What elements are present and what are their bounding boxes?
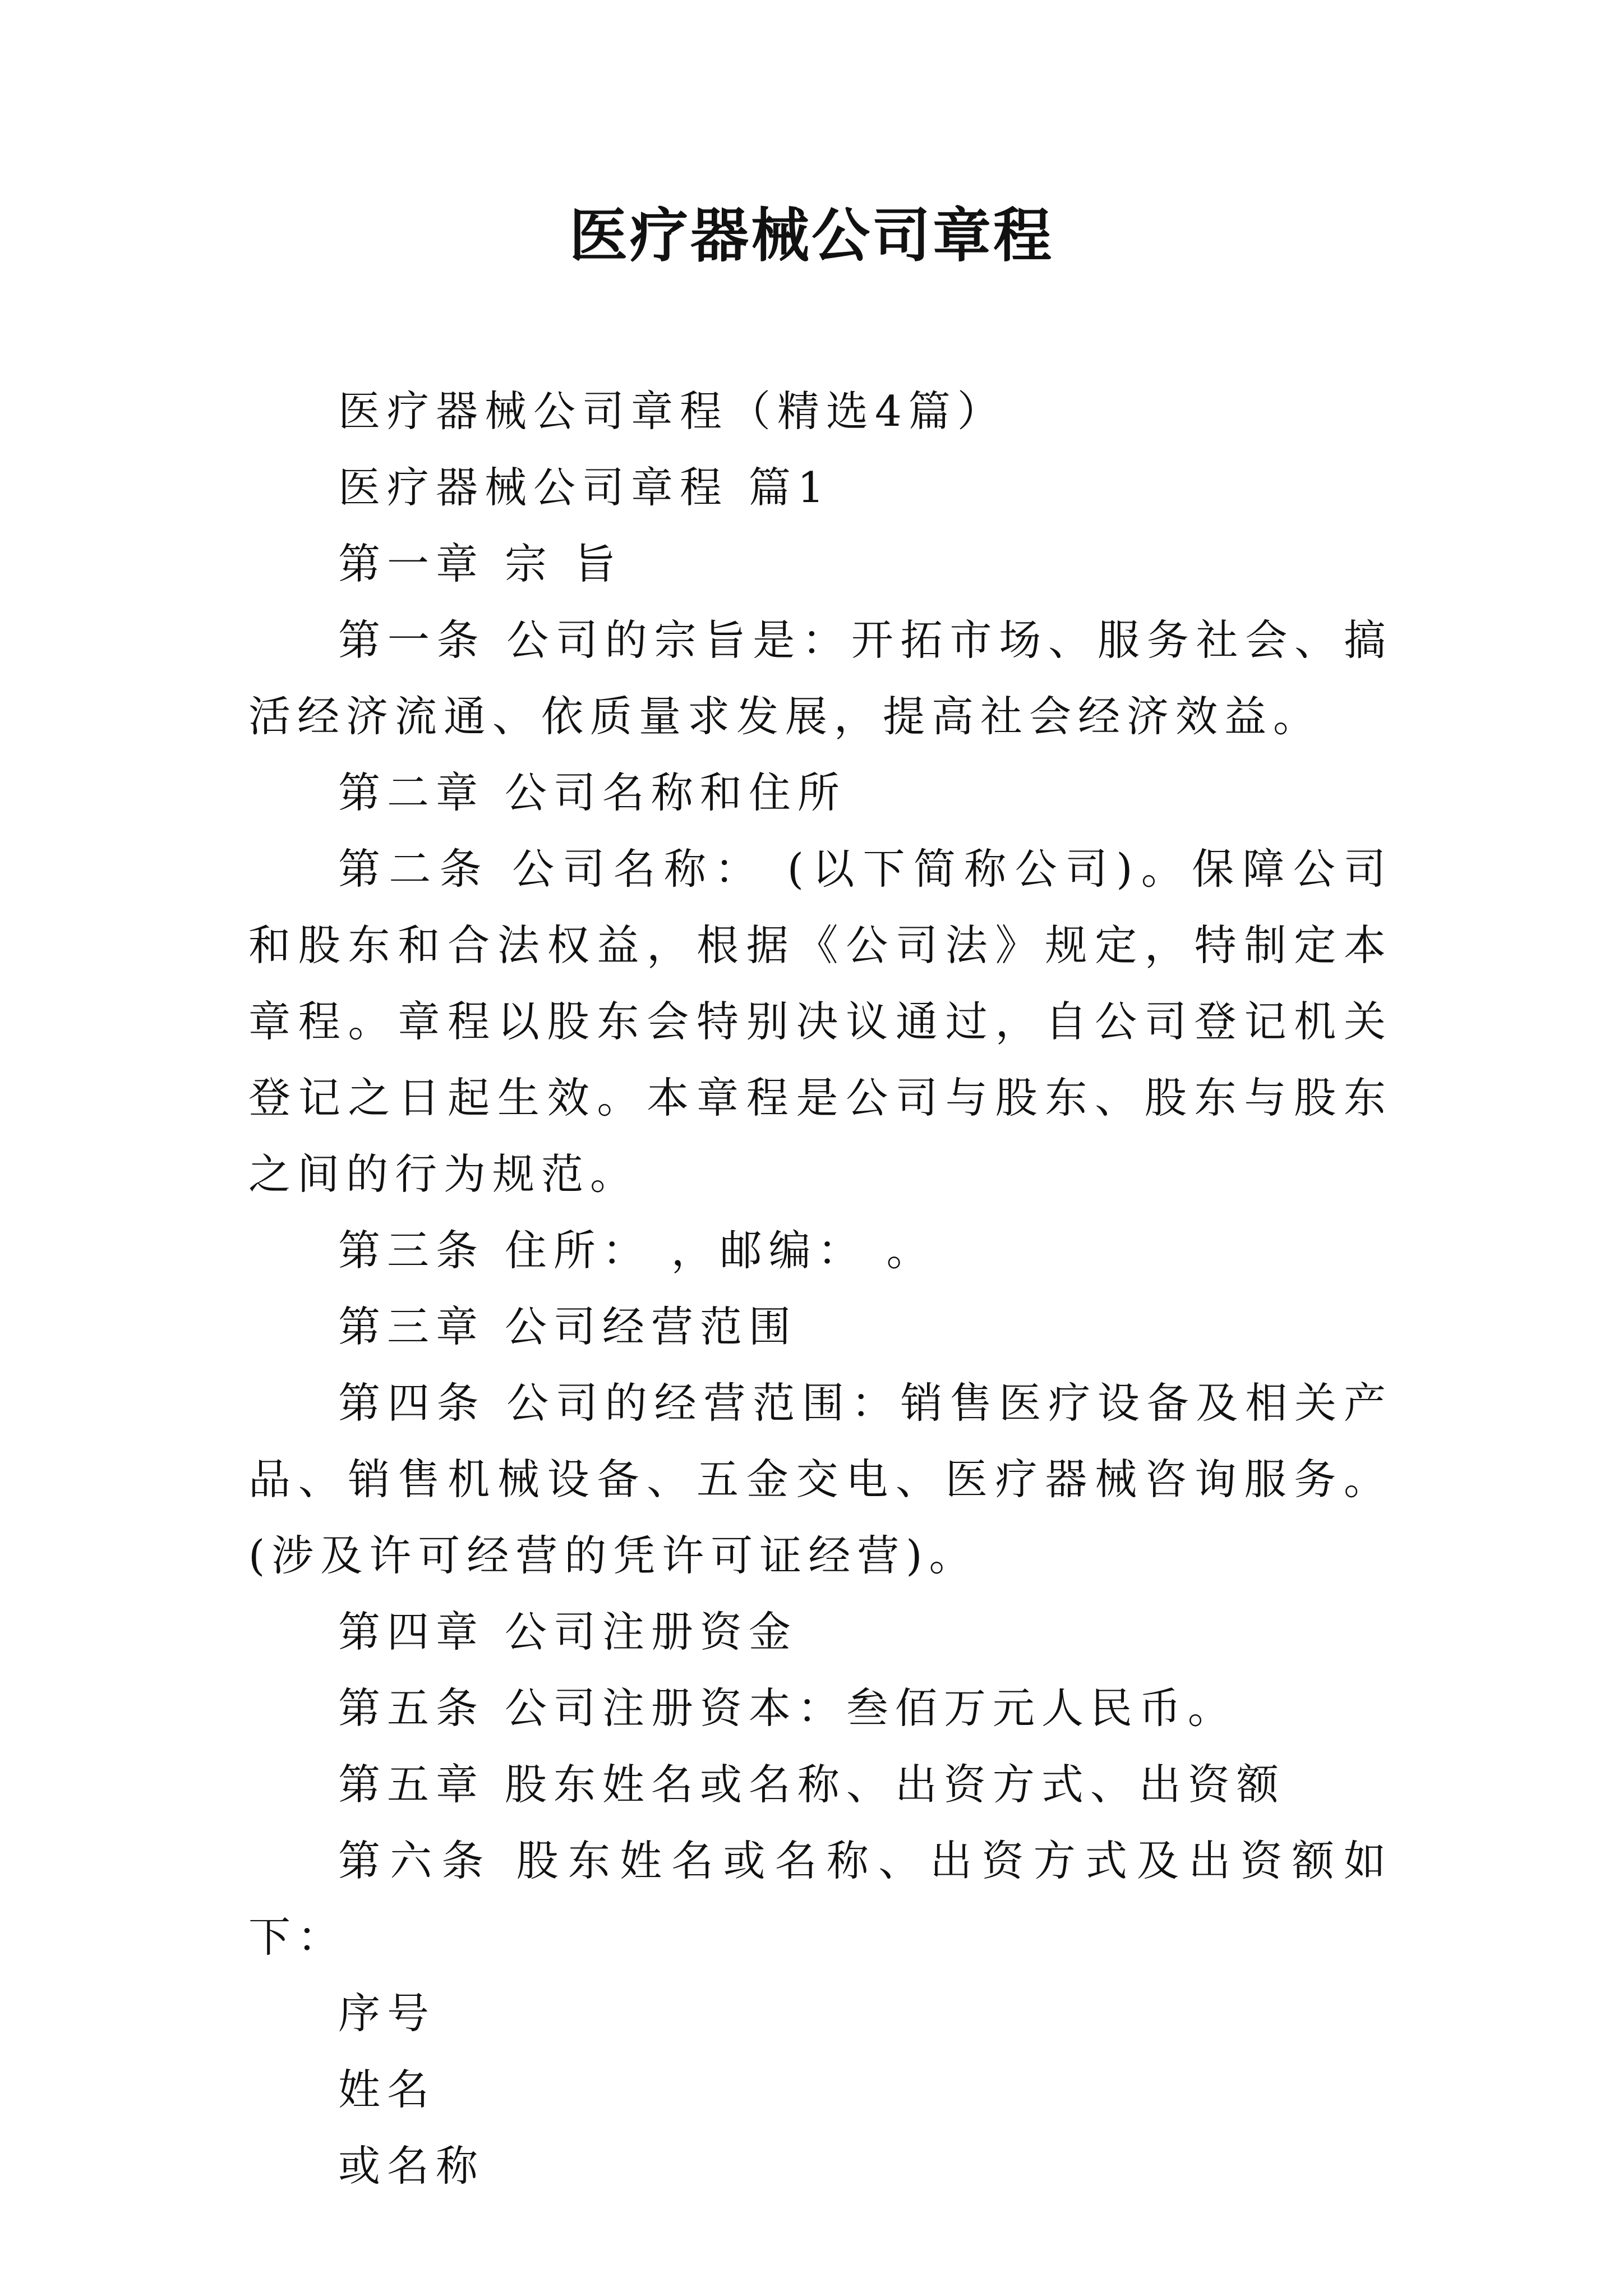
chapter-5-heading: 第五章 股东姓名或名称、出资方式、出资额 (338, 1760, 1285, 1809)
chapter-2-heading: 第二章 公司名称和住所 (338, 768, 846, 817)
article-5: 第五条 公司注册资本：叁佰万元人民币。 (338, 1683, 1237, 1733)
article-4: 第四条 公司的经营范围：销售医疗设备及相关产品、销售机械设备、五金交电、医疗器械咨询服务。(涉及许可经营的凭许可证经营)。 (248, 1378, 1393, 1580)
table-header-index: 序号 (338, 1989, 436, 2038)
chapter-1-heading: 第一章 宗 旨 (338, 539, 623, 588)
article-2: 第二条 公司名称： (以下简称公司)。保障公司和股东和合法权益，根据《公司法》规定，特制定本章程。章程以股东会特别决议通过，自公司登记机关登记之日起生效。本章程是公司与股东、股东与股东之间的行为规范。 (248, 844, 1393, 1199)
chapter-3-heading: 第三章 公司经营范围 (338, 1302, 797, 1351)
paragraph-part-heading: 医疗器械公司章程 篇1 (338, 463, 831, 512)
article-6: 第六条 股东姓名或名称、出资方式及出资额如下： (248, 1836, 1393, 1962)
table-header-name-or-title: 或名称 (338, 2141, 485, 2191)
paragraph-subtitle: 医疗器械公司章程（精选4篇） (338, 386, 1006, 436)
chapter-4-heading: 第四章 公司注册资金 (338, 1607, 797, 1657)
table-header-name: 姓名 (338, 2065, 436, 2114)
article-3: 第三条 住所： ，邮编： 。 (338, 1226, 935, 1275)
document-body (248, 373, 1393, 2204)
article-1: 第一条 公司的宗旨是：开拓市场、服务社会、搞活经济流通、依质量求发展，提高社会经济效益。 (248, 615, 1393, 741)
document-title: 医疗器械公司章程 (569, 201, 1054, 270)
